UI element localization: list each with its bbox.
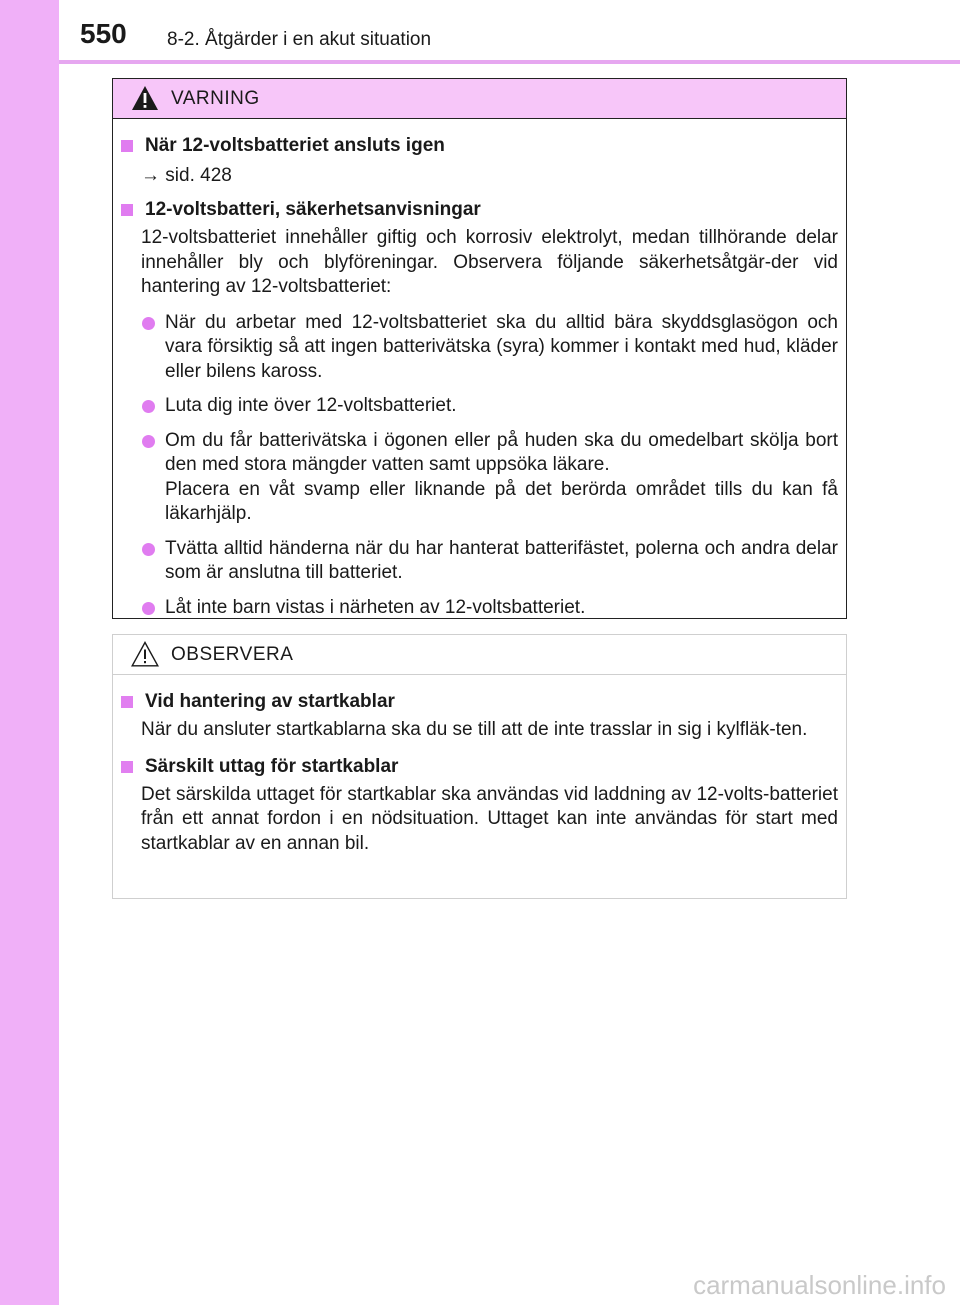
bullet-text-continued: Placera en våt svamp eller liknande på det berörda området tills du kan få läkarhjälp. <box>165 478 838 524</box>
notice-header <box>113 635 846 675</box>
section-title: 8-2. Åtgärder i en akut situation <box>167 29 432 50</box>
section-paragraph: Det särskilda uttaget för startkablar ska användas vid laddning av 12-volts-batteriet från ett annat fordon i en nödsituation. Uttaget kan inte användas för start med startkablar av en annan bil. <box>141 783 838 854</box>
section-heading-text: 12-voltsbatteri, säkerhetsanvisningar <box>145 199 481 220</box>
square-bullet-icon <box>121 140 133 152</box>
round-bullet-icon <box>142 602 155 615</box>
round-bullet-icon <box>142 400 155 413</box>
section-heading-text: Särskilt uttag för startkablar <box>145 755 399 777</box>
page-number: 550 <box>80 18 127 49</box>
warning-body <box>113 119 846 620</box>
notice-label: OBSERVERA <box>171 644 294 665</box>
bullet-item <box>121 429 838 527</box>
section-heading <box>121 689 838 715</box>
square-bullet-icon <box>121 696 133 708</box>
round-bullet-icon <box>142 543 155 556</box>
header-divider <box>59 60 960 64</box>
bullet-text: Tvätta alltid händerna när du har hanterat batterifästet, polerna och andra delar som är anslutna till batteriet. <box>165 537 838 583</box>
bullet-text: Luta dig inte över 12-voltsbatteriet. <box>165 395 457 416</box>
section-heading-text: När 12-voltsbatteriet ansluts igen <box>145 135 445 156</box>
section-paragraph: När du ansluter startkablarna ska du se till att de inte trasslar in sig i kylfläk-ten. <box>141 719 808 740</box>
caution-triangle-icon <box>131 641 159 667</box>
bullet-text: Låt inte barn vistas i närheten av 12-voltsbatteriet. <box>165 596 586 618</box>
round-bullet-icon <box>142 317 155 330</box>
warning-header <box>113 79 846 119</box>
round-bullet-icon <box>142 435 155 448</box>
section-heading <box>121 133 838 159</box>
square-bullet-icon <box>121 761 133 773</box>
bullet-item <box>121 537 838 586</box>
watermark: carmanualsonline.info <box>693 1270 946 1300</box>
warning-box <box>112 78 847 619</box>
bullet-item <box>121 394 838 419</box>
side-color-strip <box>0 0 59 1305</box>
section-heading <box>121 197 838 223</box>
bullet-text: Om du får batterivätska i ögonen eller på huden ska du omedelbart skölja bort den med stora mängder vatten samt uppsöka läkare. <box>165 429 838 475</box>
square-bullet-icon <box>121 204 133 216</box>
section-heading <box>121 754 838 780</box>
page-reference: → sid. 428 <box>141 165 232 186</box>
bullet-item <box>121 596 838 621</box>
bullet-text: När du arbetar med 12-voltsbatteriet ska du alltid bära skyddsglasögon och vara försiktig så att ingen batterivätska (syra) kommer i kontakt med hud, kläder eller bilens kaross. <box>165 311 838 382</box>
section-paragraph: 12-voltsbatteriet innehåller giftig och korrosiv elektrolyt, medan tillhörande delar innehåller bly och blyföreningar. Observera följande säkerhetsåtgär-der vid hantering av 12-voltsbatteriet: <box>141 227 838 297</box>
notice-box <box>112 634 847 899</box>
section-heading-text: Vid hantering av startkablar <box>145 691 395 712</box>
warning-label: VARNING <box>171 88 260 109</box>
bullet-item <box>121 311 838 385</box>
warning-triangle-icon <box>131 85 159 111</box>
notice-body <box>113 675 846 856</box>
